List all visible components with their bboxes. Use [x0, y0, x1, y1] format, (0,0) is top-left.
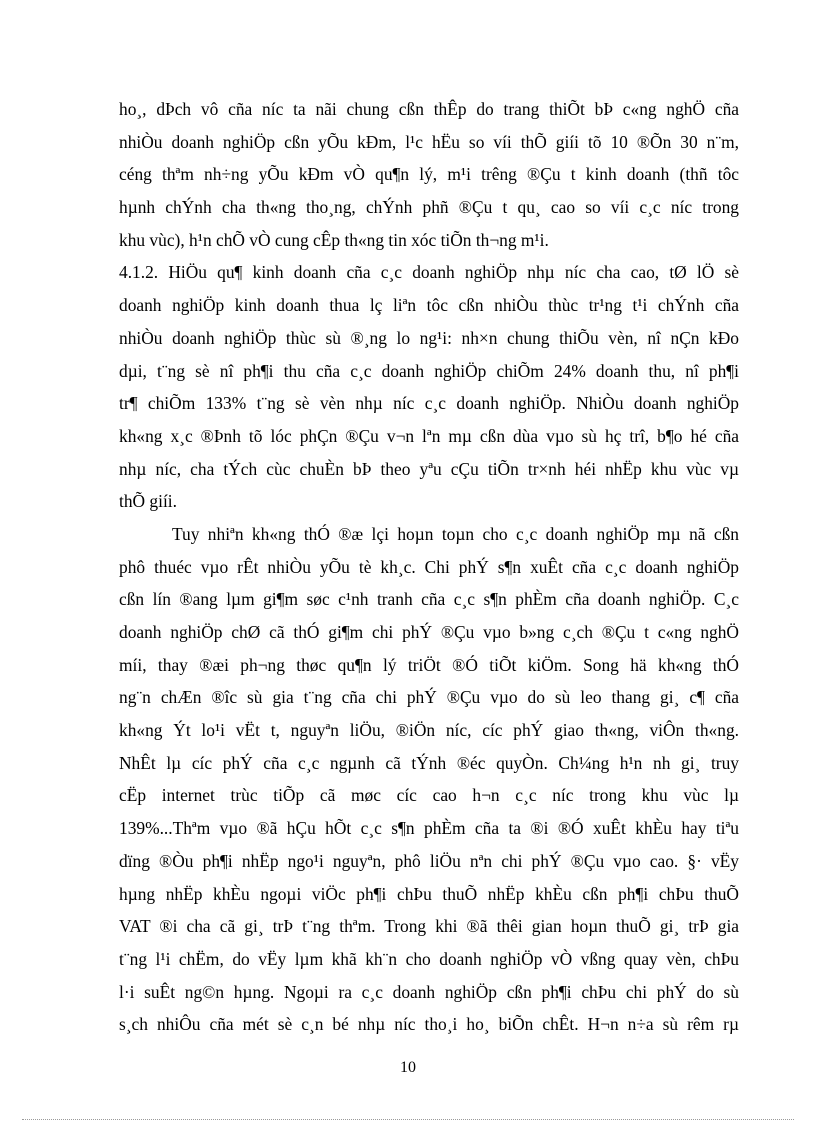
text-line: l·i suÊt ng©n hµng. Ngoµi ra c¸c doanh nghiÖp cßn ph¶i chÞu chi phÝ do sù	[119, 981, 739, 1002]
text-line: míi, thay ®æi ph¬ng thøc qu¶n lý triÖt ®Ó tiÕt kiÖm. Song hä kh«ng thÓ	[119, 654, 739, 675]
text-line: cßn lín ®ang lµm gi¶m søc c¹nh tranh cña c¸c s¶n phÈm cña doanh nghiÖp. C¸c	[119, 589, 739, 610]
section-heading-line: 4.1.2. HiÖu qu¶ kinh doanh cña c¸c doanh nghiÖp nhµ níc cha cao, tØ lÖ sè	[119, 262, 739, 283]
text-line: nhiÒu doanh nghiÖp cßn yÕu kÐm, l¹c hËu so víi thÕ giíi tõ 10 ®Õn 30 n¨m,	[119, 131, 739, 152]
text-line: ho¸, dÞch vô cña níc ta nãi chung cßn thÊp do trang thiÕt bÞ c«ng nghÖ cña	[119, 99, 739, 119]
text-line: dïng ®Òu ph¶i nhËp ngo¹i nguyªn, phô liÖu nªn chi phÝ ®Çu vµo cao. §· vËy	[119, 850, 739, 871]
text-line: tr¶ chiÕm 133% t¨ng sè vèn nhµ níc c¸c doanh nghiÖp. NhiÒu doanh nghiÖp	[119, 393, 739, 414]
text-line: doanh nghiÖp kinh doanh thua lç liªn tôc cßn nhiÒu thùc tr¹ng t¹i chÝnh cña	[119, 295, 739, 316]
text-line: t¨ng l¹i chËm, do vËy lµm khã kh¨n cho doanh nghiÖp vÒ vßng quay vèn, chÞu	[119, 948, 739, 969]
text-line: s¸ch nhiÔu cña mét sè c¸n bé nhµ níc tho¸i ho¸ biÕn chÊt. H¬n n÷a sù rêm rµ	[119, 1014, 739, 1035]
text-line: hµng nhËp khÈu ngoµi viÖc ph¶i chÞu thuÕ nhËp khÈu cßn ph¶i chÞu thuÕ	[119, 883, 739, 904]
text-line: 139%...Thªm vµo ®ã hÇu hÕt c¸c s¶n phÈm cña ta ®i ®Ó xuÊt khÈu hay tiªu	[119, 818, 739, 839]
text-line: hµnh chÝnh cha th«ng tho¸ng, chÝnh phñ ®Çu t qu¸ cao so víi c¸c níc trong	[119, 197, 739, 218]
text-line: khu vùc), h¹n chÕ vÒ cung cÊp th«ng tin xóc tiÕn th¬ng m¹i.	[119, 229, 549, 250]
text-line: NhÊt lµ cíc phÝ cña c¸c ngµnh cã tÝnh ®éc quyÒn. Ch¼ng h¹n nh gi¸ truy	[119, 752, 739, 773]
text-line: kh«ng x¸c ®Þnh tõ lóc phÇn ®Çu v¬n lªn mµ cßn dùa vµo sù hç trî, b¶o hé cña	[119, 425, 739, 446]
text-line: nhiÒu doanh nghiÖp thùc sù ®¸ng lo ng¹i: nh×n chung thiÕu vèn, nî nÇn kÐo	[119, 327, 739, 348]
page-divider	[22, 1119, 794, 1120]
body-text	[119, 93, 739, 1041]
text-line: dµi, t¨ng sè nî ph¶i thu cña c¸c doanh nghiÖp chiÕm 24% doanh thu, nî ph¶i	[119, 360, 739, 381]
text-line: VAT ®i cha cã gi¸ trÞ t¨ng thªm. Trong khi ®ã thêi gian hoµn thuÕ gi¸ trÞ gia	[119, 916, 739, 937]
text-line: nhµ níc, cha tÝch cùc chuÈn bÞ theo yªu cÇu tiÕn tr×nh héi nhËp khu vùc vµ	[119, 458, 739, 479]
text-line: phô thuéc vµo rÊt nhiÒu yÕu tè kh¸c. Chi phÝ s¶n xuÊt cña c¸c doanh nghiÖp	[119, 556, 739, 577]
page-number: 10	[400, 1059, 416, 1076]
paragraph-first-line: Tuy nhiªn kh«ng thÓ ®æ lçi hoµn toµn cho c¸c doanh nghiÖp mµ nã cßn	[172, 523, 739, 544]
text-line: thÕ giíi.	[119, 491, 177, 512]
text-line: cËp internet trùc tiÕp cã møc cíc cao h¬n c¸c níc trong khu vùc lµ	[119, 785, 739, 806]
text-line: ng¨n chÆn ®îc sù gia t¨ng cña chi phÝ ®Çu vµo do sù leo thang gi¸ c¶ cña	[119, 687, 739, 708]
text-line: kh«ng Ýt lo¹i vËt t, nguyªn liÖu, ®iÖn níc, cíc phÝ giao th«ng, viÔn th«ng.	[119, 720, 739, 741]
text-line: céng thªm nh÷ng yÕu kÐm vÒ qu¶n lý, m¹i trêng ®Çu t kinh doanh (thñ tôc	[119, 164, 739, 185]
text-line: doanh nghiÖp chØ cã thÓ gi¶m chi phÝ ®Çu vµo b»ng c¸ch ®Çu t c«ng nghÖ	[119, 622, 739, 642]
